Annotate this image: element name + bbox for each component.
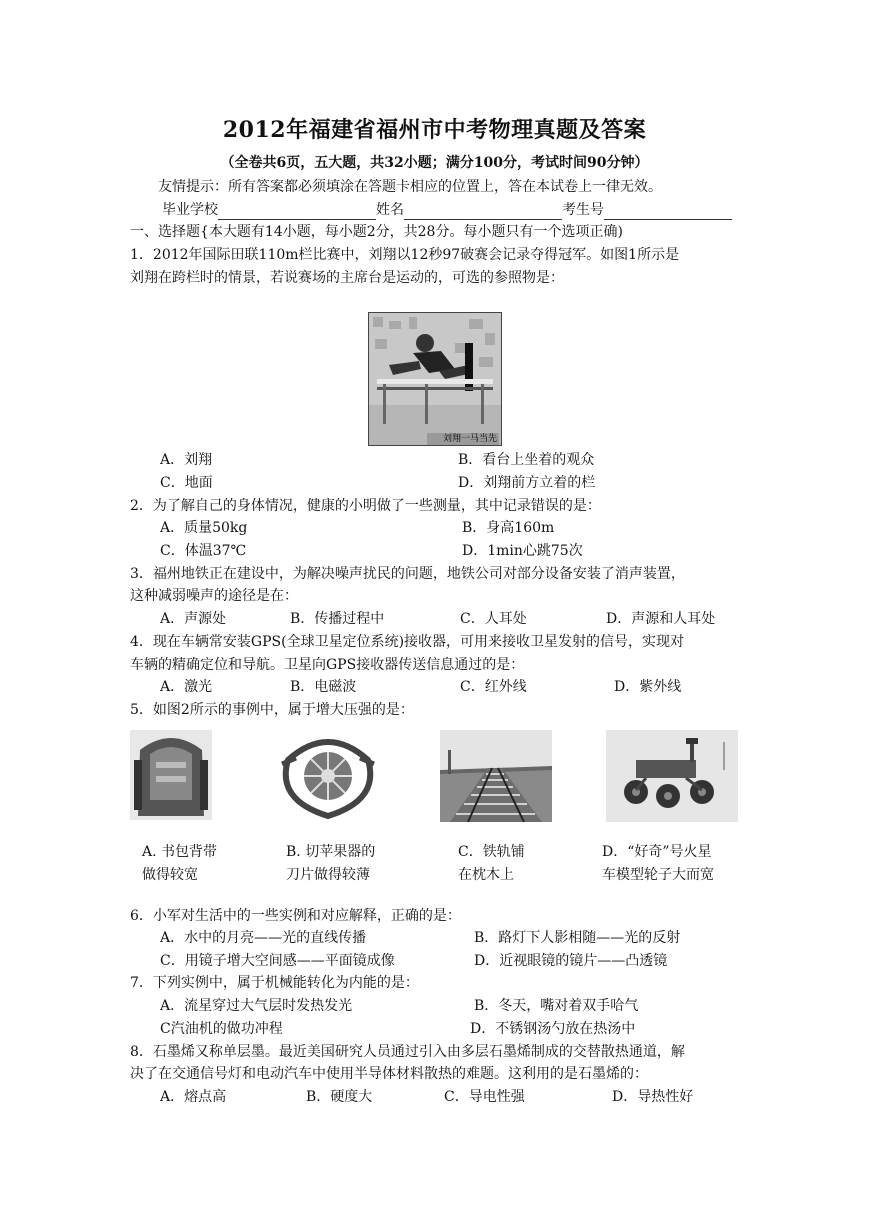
q7-option-d: D．不锈钢汤勺放在热汤中 [470,1021,636,1037]
q3-option-d: D．声源和人耳处 [606,611,716,627]
q5-option-d-line1: D．“好奇”号火星 [602,844,712,860]
figure2d-mars-rover-model [606,730,738,822]
name-blank [404,204,562,220]
exam-no-label: 考生号 [562,202,604,218]
q1-stem-line1: 1．2012年国际田联110m栏比赛中，刘翔以12秒97破赛会记录夺得冠军。如图1所示是 [130,247,680,263]
q5-option-b-line2: 刀片做得较薄 [286,867,370,883]
school-blank [218,204,376,220]
railway-illustration [440,730,552,822]
q4-stem-line2: 车辆的精确定位和导航。卫星向GPS接收器传送信息通过的是： [130,657,525,673]
q6-stem: 6．小军对生活中的一些实例和对应解释，正确的是： [130,908,461,924]
hurdler-illustration [369,313,501,445]
rover-illustration [606,730,738,822]
q5-option-b-line1: B. 切苹果器的 [286,844,376,860]
q7-option-b: B．冬天，嘴对着双手哈气 [474,998,639,1014]
q8-stem-line2: 决了在交通信号灯和电动汽车中使用半导体材料散热的难题。这利用的是石墨烯的： [130,1066,648,1082]
q7-stem: 7．下列实例中，属于机械能转化为内能的是： [130,975,419,991]
section-heading: 一、选择题{本大题有14小题，每小题2分，共28分。每小题只有一个选项正确) [130,224,623,240]
q4-option-b: B．电磁波 [290,679,357,695]
q2-option-a: A．质量50kg [160,520,248,536]
q7-option-c: C汽油机的做功冲程 [160,1021,283,1037]
q8-option-d: D．导热性好 [612,1089,694,1105]
q8-option-c: C．导电性强 [444,1089,525,1105]
q5-option-c-line1: C．铁轨铺 [458,844,525,860]
q3-option-b: B．传播过程中 [290,611,385,627]
q5-option-a-line2: 做得较宽 [142,867,198,883]
figure2c-railway-track [440,730,552,822]
q1-option-b: B．看台上坐着的观众 [458,452,595,468]
q8-stem-line1: 8．石墨烯又称单层墨。最近美国研究人员通过引入由多层石墨烯制成的交替散热通道，解 [130,1044,685,1060]
school-label: 毕业学校 [162,202,218,218]
info-fields [162,200,732,220]
q4-option-a: A．激光 [160,679,213,695]
q1-stem-line2: 刘翔在跨栏时的情景，若说赛场的主席台是运动的，可选的参照物是： [130,270,564,286]
q3-stem-line2: 这种减弱噪声的途径是在： [130,588,298,604]
exam-info: （全卷共6页，五大题，共32小题；满分100分，考试时间90分钟） [220,155,649,171]
q8-option-a: A．熔点高 [160,1089,227,1105]
exam-no-blank [604,204,732,220]
q2-stem: 2．为了解自己的身体情况，健康的小明做了一些测量，其中记录错误的是： [130,498,601,514]
q4-option-d: D．紫外线 [614,679,682,695]
apple-cutter-illustration [274,730,382,820]
q4-option-c: C．红外线 [460,679,527,695]
q6-option-c: C．用镜子增大空间感——平面镜成像 [160,953,395,969]
q5-stem: 5．如图2所示的事例中，属于增大压强的是： [130,702,414,718]
schoolbag-illustration [130,730,212,820]
q2-option-b: B．身高160m [462,520,555,536]
q8-option-b: B．硬度大 [306,1089,373,1105]
figure2a-schoolbag [130,730,212,820]
figure1-hurdler-photo [368,312,502,446]
q2-option-c: C．体温37℃ [160,543,247,559]
q1-option-d: D．刘翔前方立着的栏 [458,475,596,491]
q6-option-a: A．水中的月亮——光的直线传播 [160,930,367,946]
q1-option-c: C．地面 [160,475,213,491]
page-title: 2012年福建省福州市中考物理真题及答案 [222,117,647,143]
q5-option-c-line2: 在枕木上 [458,867,514,883]
figure1-caption: 刘翔一马当先 [442,434,497,444]
figure2b-apple-cutter [274,730,382,820]
q5-option-d-line2: 车模型轮子大而宽 [602,867,714,883]
q6-option-d: D．近视眼镜的镜片——凸透镜 [474,953,668,969]
q3-option-c: C．人耳处 [460,611,527,627]
q3-option-a: A．声源处 [160,611,227,627]
q3-stem-line1: 3．福州地铁正在建设中，为解决噪声扰民的问题，地铁公司对部分设备安装了消声装置， [130,566,685,582]
q5-option-a-line1: A. 书包背带 [142,844,218,860]
q2-option-d: D．1min心跳75次 [462,543,583,559]
q6-option-b: B．路灯下人影相随——光的反射 [474,930,681,946]
tip-text: 友情提示：所有答案都必须填涂在答题卡相应的位置上，答在本试卷上一律无效。 [158,179,662,195]
q4-stem-line1: 4．现在车辆常安装GPS(全球卫星定位系统)接收器，可用来接收卫星发射的信号，实现对 [130,634,685,650]
name-label: 姓名 [376,202,404,218]
q7-option-a: A．流星穿过大气层时发热发光 [160,998,353,1014]
q1-option-a: A．刘翔 [160,452,213,468]
